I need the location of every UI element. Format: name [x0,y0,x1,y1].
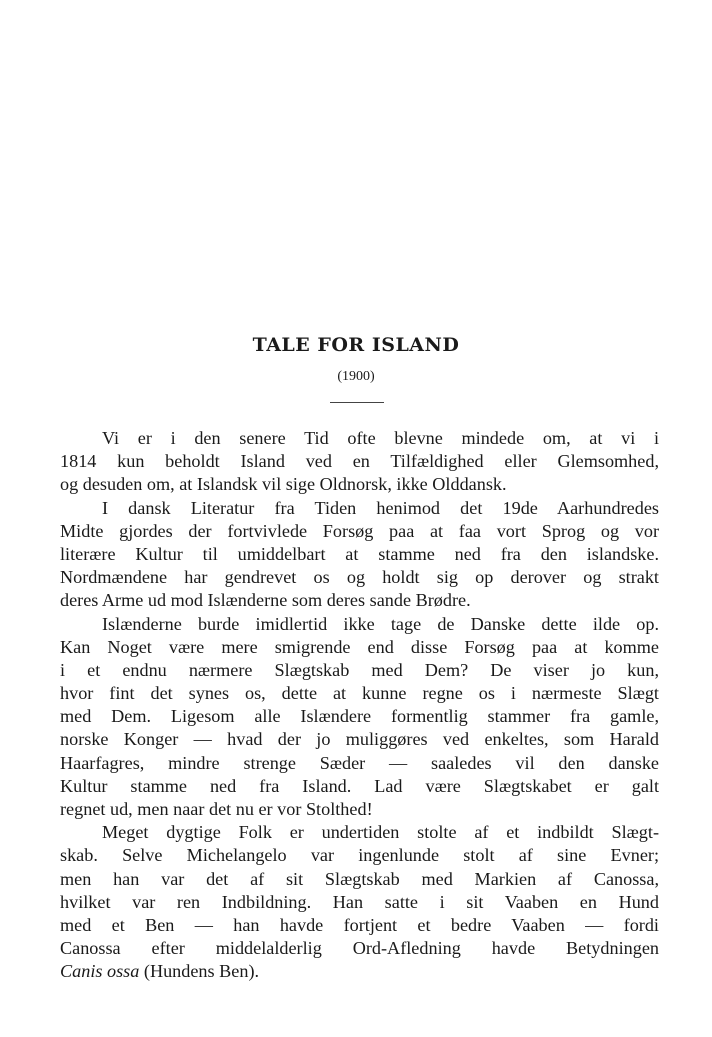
text-line [60,960,659,983]
text-line: Islænderne burde imidlertid ikke tage de Danske dette ilde op. [102,613,659,634]
text-line: deres Arme ud mod Islænderne som deres sande Brødre. [60,590,471,611]
text-line: hvor fint det synes os, dette at kunne regne os i nærmeste Slægt [60,683,659,704]
paragraph-4 [60,821,659,983]
text-line: regnet ud, men naar det nu er vor Stolthed! [60,799,373,819]
text-line: hvilket var ren Indbildning. Han satte i sit Vaaben en Hund [60,891,659,912]
text-line: Kan Noget være mere smigrende end disse Forsøg paa at komme [60,636,659,657]
text-line: og desuden om, at Islandsk vil sige Oldnorsk, ikke Olddansk. [60,474,507,495]
latin-phrase: Canis ossa [60,961,140,982]
text-line: Vi er i den senere Tid ofte blevne mindede om, at vi i [102,428,659,448]
text-line: skab. Selve Michelangelo var ingenlunde stolt af sine Evner; [60,845,659,866]
chapter-title: TALE FOR ISLAND [252,334,460,356]
text-line: I dansk Literatur fra Tiden henimod det 19de Aarhundredes [102,497,659,518]
text-line: Nordmændene har gendrevet os og holdt sig op derover og strakt [60,567,659,588]
paragraph-2 [60,497,659,613]
text-line: Kultur stamme ned fra Island. Lad være Slægtskabet er galt [60,775,659,796]
text-line: norske Konger — hvad der jo muliggøres ved enkeltes, som Harald [60,729,659,750]
paragraph-1 [60,427,659,497]
text-line: med Dem. Ligesom alle Islændere formentlig stammer fra gamle, [60,706,659,727]
final-text: (Hundens Ben). [139,961,260,982]
text-line: 1814 kun beholdt Island ved en Tilfældighed eller Glemsomhed, [60,451,659,472]
body-text [60,427,659,984]
text-line: i et endnu nærmere Slægtskab med Dem? De viser jo kun, [60,659,659,680]
text-line: literære Kultur til umiddelbart at stamme ned fra den islandske. [60,543,659,564]
text-line: Meget dygtige Folk er undertiden stolte af et indbildt Slægt- [102,822,659,843]
text-line: Midte gjordes der fortvivlede Forsøg paa at faa vort Sprog og vor [60,520,659,541]
paragraph-3 [60,613,659,822]
text-line: Canossa efter middelalderlig Ord-Afledning havde Betydningen [60,938,659,959]
chapter-year: (1900) [337,369,375,384]
text-line: med et Ben — han havde fortjent et bedre Vaaben — fordi [60,914,659,935]
title-divider [330,402,384,403]
text-line: Haarfagres, mindre strenge Sæder — saaledes vil den danske [60,752,659,773]
text-line: men han var det af sit Slægtskab med Markien af Canossa, [60,868,659,889]
